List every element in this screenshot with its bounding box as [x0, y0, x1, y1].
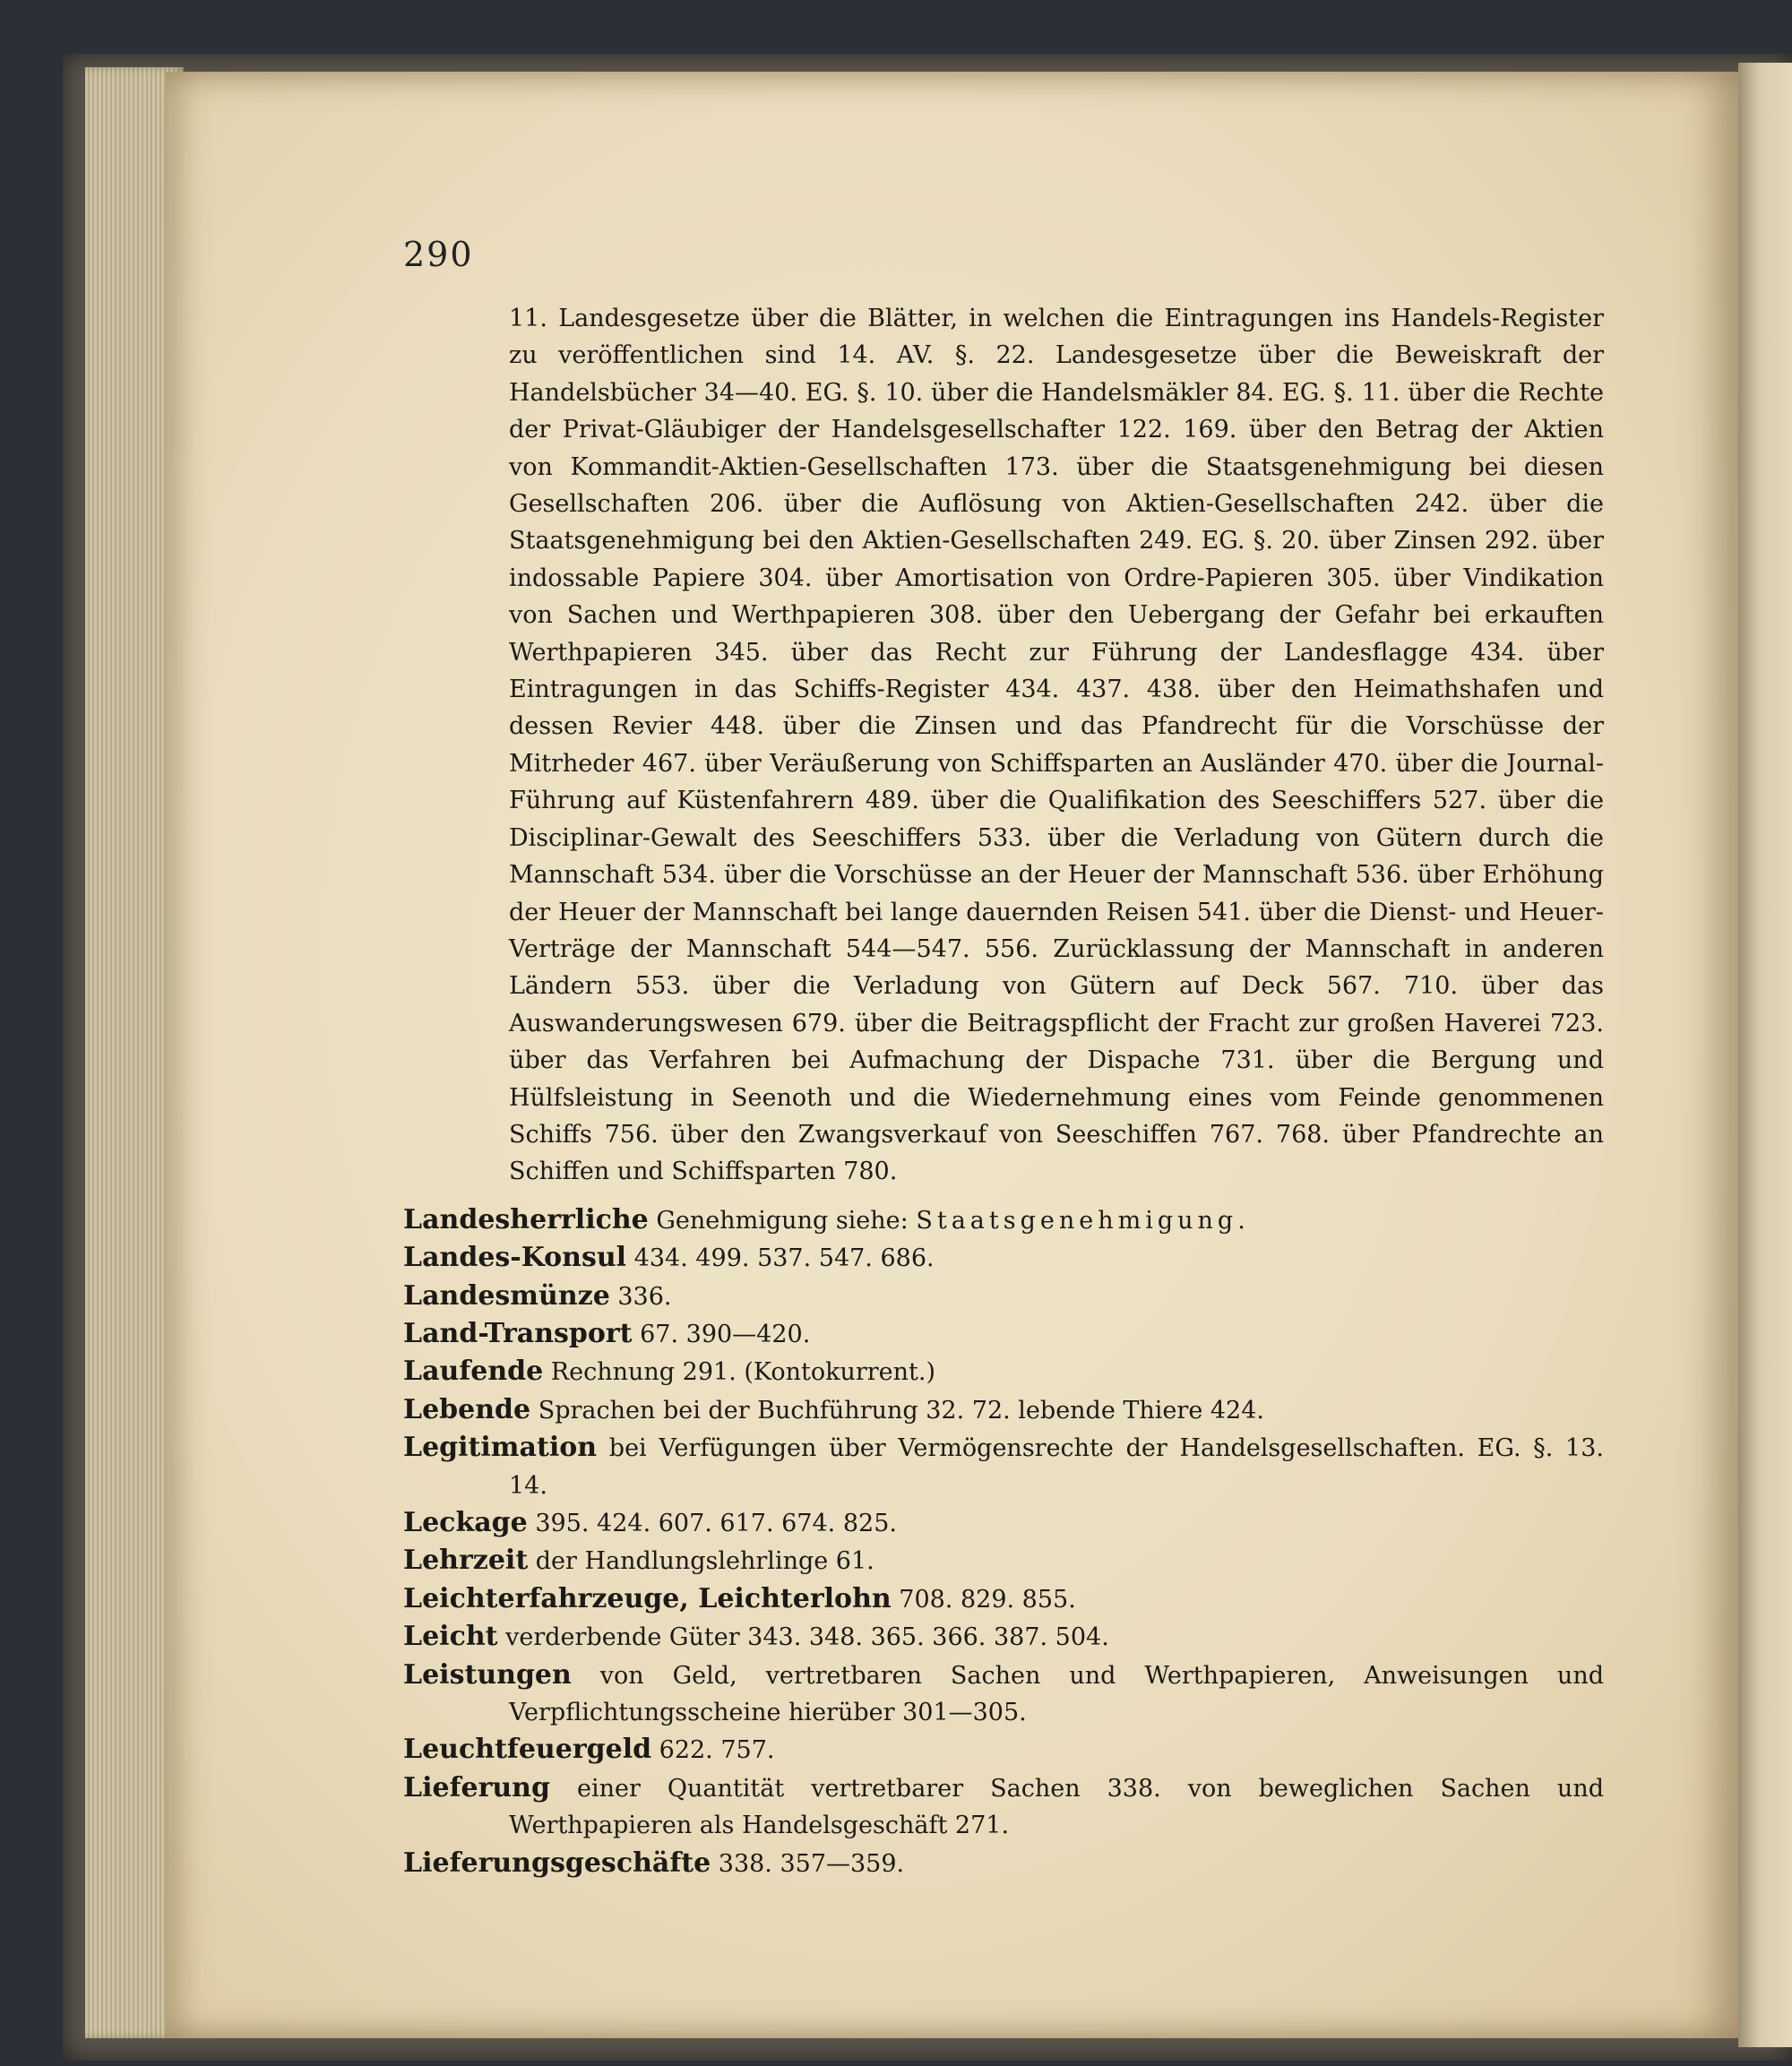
entry-text: 395. 424. 607. 617. 674. 825. — [527, 1510, 897, 1537]
index-entry — [403, 1353, 1604, 1390]
index-entry — [403, 1201, 1604, 1239]
entry-text: Rechnung 291. (Kontokurrent.) — [543, 1358, 935, 1387]
index-entry — [403, 1542, 1604, 1580]
index-entry — [403, 1731, 1604, 1769]
entry-text: Genehmigung siehe: — [648, 1206, 917, 1235]
headword: Leckage — [403, 1507, 528, 1538]
headword: Leichterfahrzeuge, Leichterlohn — [403, 1582, 892, 1614]
entry-text: 434. 499. 537. 547. 686. — [626, 1244, 935, 1273]
headword: Lieferung — [403, 1771, 550, 1803]
headword: Land-Transport — [403, 1317, 633, 1349]
headword: Lieferungsgeschäfte — [403, 1846, 711, 1879]
headword: Leicht — [403, 1621, 498, 1653]
headword: Landesherrliche — [403, 1203, 649, 1235]
index-text — [403, 300, 1604, 1882]
entry-text: bei Verfügungen über Vermögensrechte der Handelsgesellschaften. EG. §. 13. 14. — [509, 1434, 1604, 1500]
index-entry — [403, 1845, 1604, 1882]
page-number: 290 — [403, 235, 474, 274]
entry-text: von Geld, vertretbaren Sachen und Werthpapieren, Anweisungen und Verpflichtungsscheine hierüber 301—305. — [509, 1661, 1604, 1727]
index-entry — [403, 1239, 1604, 1277]
headword: Lebende — [403, 1393, 531, 1425]
entry-text: einer Quantität vertretbarer Sachen 338. von beweglichen Sachen und Werthpapieren als Handelsgeschäft 271. — [509, 1774, 1604, 1840]
entry-text: verderbende Güter 343. 348. 365. 366. 387. 504. — [497, 1623, 1109, 1652]
entry-text: 67. 390—420. — [632, 1320, 811, 1348]
facing-page-gutter — [1738, 63, 1792, 2047]
headword: Legitimation — [403, 1432, 598, 1464]
entry-text: 338. 357—359. — [711, 1849, 905, 1878]
headword: Lehrzeit — [403, 1545, 529, 1577]
headword: Landes-Konsul — [403, 1242, 627, 1274]
headword: Laufende — [403, 1356, 544, 1388]
entry-reference: Staatsgenehmigung. — [916, 1206, 1250, 1235]
index-entry — [403, 1315, 1604, 1353]
index-entries — [403, 1201, 1604, 1882]
entry-text: der Handlungslehrlinge 61. — [528, 1547, 874, 1576]
entry-text: 336. — [609, 1282, 672, 1311]
entry-text: Sprachen bei der Buchführung 32. 72. lebende Thiere 424. — [530, 1396, 1264, 1425]
index-entry — [403, 1769, 1604, 1845]
index-entry — [403, 1278, 1604, 1315]
index-entry — [403, 1504, 1604, 1542]
index-entry — [403, 1391, 1604, 1429]
headword: Leistungen — [403, 1658, 572, 1691]
headword: Landesmünze — [403, 1279, 610, 1312]
continuation-paragraph: 11. Landesgesetze über die Blätter, in welchen die Eintragungen ins Handels-Register zu veröffentlichen sind 14. AV. §. 22. Landesgesetze über die Beweiskraft der Handelsbücher 34—40. EG. §. 10. über die Handelsmäkler 84. EG. §. 11. über die Rechte der Privat-Gläubiger der Handelsgesellschafter 122. 169. über den Betrag der Aktien von Kommandit-Aktien-Gesellschaften 173. über die Staatsgenehmigung bei diesen Gesellschaften 206. über die Auflösung von Aktien-Gesellschaften 242. über die Staatsgenehmigung bei den Aktien-Gesellschaften 249. EG. §. 20. über Zinsen 292. über indossable Papiere 304. über Amortisation von Ordre-Papieren 305. über Vindikation von Sachen und Werthpapieren 308. über den Uebergang der Gefahr bei erkauften Werthpapieren 345. über das Recht zur Führung der Landesflagge 434. über Eintragungen in das Schiffs-Register 434. 437. 438. über den Heimathshafen und dessen Revier 448. über die Zinsen und das Pfandrecht für die Vorschüsse der Mitrheder 467. über Veräußerung von Schiffsparten an Ausländer 470. über die Journal-Führung auf Küstenfahrern 489. über die Qualifikation des Seeschiffers 527. über die Disciplinar-Gewalt des Seeschiffers 533. über die Verladung von Gütern durch die Mannschaft 534. über die Vorschüsse an der Heuer der Mannschaft 536. über Erhöhung der Heuer der Mannschaft bei lange dauernden Reisen 541. über die Dienst- und Heuer-Verträge der Mannschaft 544—547. 556. Zurücklassung der Mannschaft in anderen Ländern 553. über die Verladung von Gütern auf Deck 567. 710. über das Auswanderungswesen 679. über die Beitragspflicht der Fracht zur großen Haverei 723. über das Verfahren bei Aufmachung der Dispache 731. über die Bergung und Hülfsleistung in Seenoth und die Wiedernehmung eines vom Feinde genommenen Schiffs 756. über den Zwangsverkauf von Seeschiffen 767. 768. über Pfandrechte an Schiffen und Schiffsparten 780. — [509, 305, 1604, 1186]
index-entry — [403, 1580, 1604, 1618]
entry-text: 708. 829. 855. — [891, 1585, 1076, 1614]
index-entry — [403, 1657, 1604, 1732]
index-entry — [403, 1618, 1604, 1656]
entry-text: 622. 757. — [651, 1736, 775, 1765]
index-entry — [403, 1429, 1604, 1504]
headword: Leuchtfeuergeld — [403, 1734, 652, 1766]
